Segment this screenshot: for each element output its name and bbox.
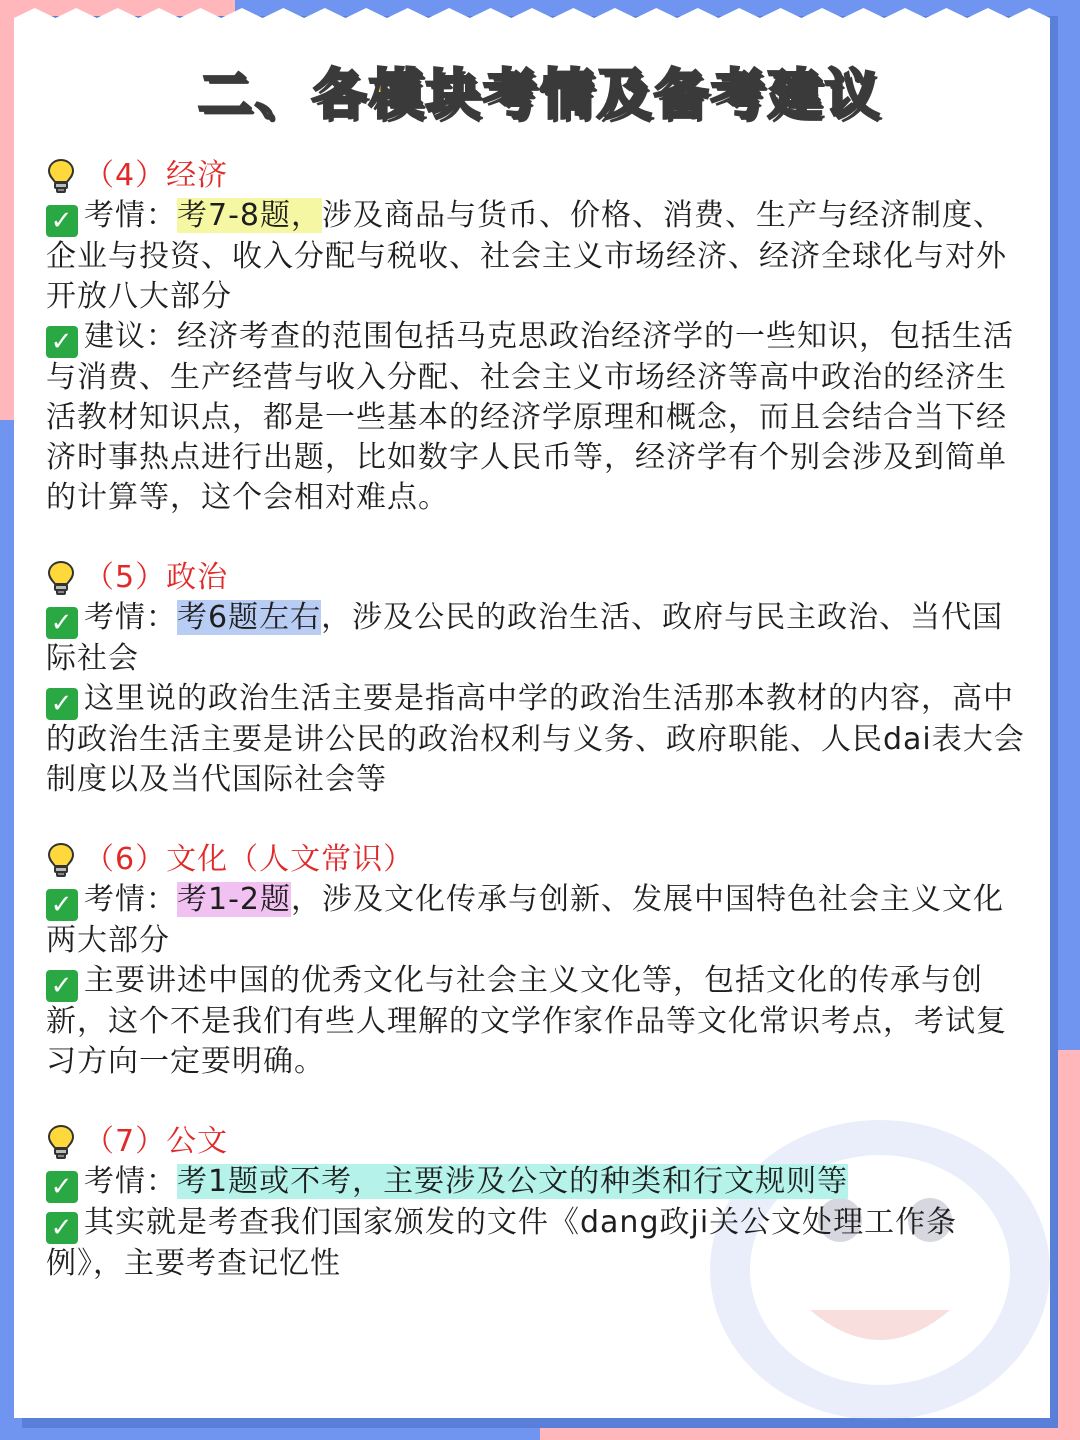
lightbulb-icon — [46, 560, 76, 596]
exam-label: 考情： — [84, 198, 177, 233]
check-mark-icon: ✓ — [46, 205, 78, 237]
page-title: 二、各模块考情及备考建议 — [198, 63, 882, 126]
check-mark-icon: ✓ — [46, 688, 78, 720]
check-mark-icon: ✓ — [46, 1171, 78, 1203]
advice-paragraph — [46, 1203, 1030, 1284]
lightbulb-icon — [46, 1124, 76, 1160]
heading-text: （7）公文 — [84, 1124, 229, 1159]
advice-text: 其实就是考查我们国家颁发的文件《dang政ji关公文处理工作条例》，主要考查记忆性 — [46, 1205, 958, 1281]
section-politics — [46, 558, 1030, 800]
check-mark-icon: ✓ — [46, 326, 78, 358]
exam-detail: ，涉及文化传承与创新、发展中国特色社会主义文化两大部分 — [46, 882, 1004, 958]
exam-highlight: 考1题或不考，主要涉及公文的种类和行文规则等 — [177, 1164, 849, 1199]
exam-highlight: 考7-8题， — [177, 198, 322, 233]
exam-info-paragraph — [46, 598, 1030, 679]
section-economy — [46, 156, 1030, 518]
advice-text: 主要讲述中国的优秀文化与社会主义文化等，包括文化的传承与创新，这个不是我们有些人理解的文学作家作品等文化常识考点，考试复习方向一定要明确。 — [46, 963, 1007, 1079]
check-mark-icon: ✓ — [46, 1212, 78, 1244]
check-mark-icon: ✓ — [46, 970, 78, 1002]
lightbulb-icon — [46, 158, 76, 194]
exam-detail: ，涉及公民的政治生活、政府与民主政治、当代国际社会 — [46, 600, 1004, 676]
heading-text: （6）文化（人文常识） — [84, 842, 415, 877]
heading-text: （4）经济 — [84, 158, 229, 193]
advice-paragraph — [46, 679, 1030, 800]
check-mark-icon: ✓ — [46, 889, 78, 921]
exam-info-paragraph — [46, 196, 1030, 317]
content-body — [46, 156, 1030, 1324]
advice-paragraph — [46, 317, 1030, 518]
advice-text: 建议：经济考查的范围包括马克思政治经济学的一些知识，包括生活与消费、生产经营与收入分配、社会主义市场经济等高中政治的经济生活教材知识点，都是一些基本的经济学原理和概念，而且会结合当下经济时事热点进行出题，比如数字人民币等，经济学有个别会涉及到简单的计算等，这个会相对难点。 — [46, 319, 1014, 515]
lightbulb-icon — [46, 842, 76, 878]
heading-text: （5）政治 — [84, 560, 229, 595]
exam-label: 考情： — [84, 600, 177, 635]
section-culture — [46, 840, 1030, 1082]
exam-highlight: 考1-2题 — [177, 882, 291, 917]
section-official-documents — [46, 1122, 1030, 1284]
advice-paragraph — [46, 961, 1030, 1082]
exam-highlight: 考6题左右 — [177, 600, 322, 635]
check-mark-icon: ✓ — [46, 607, 78, 639]
exam-label: 考情： — [84, 882, 177, 917]
exam-detail: 涉及商品与货币、价格、消费、生产与经济制度、企业与投资、收入分配与税收、社会主义市场经济、经济全球化与对外开放八大部分 — [46, 198, 1007, 314]
section-heading — [46, 1122, 1030, 1162]
section-heading — [46, 558, 1030, 598]
advice-text: 这里说的政治生活主要是指高中学的政治生活那本教材的内容，高中的政治生活主要是讲公民的政治权利与义务、政府职能、人民dai表大会制度以及当代国际社会等 — [46, 681, 1025, 797]
exam-info-paragraph — [46, 1162, 1030, 1203]
exam-info-paragraph — [46, 880, 1030, 961]
section-heading — [46, 840, 1030, 880]
exam-label: 考情： — [84, 1164, 177, 1199]
section-heading — [46, 156, 1030, 196]
